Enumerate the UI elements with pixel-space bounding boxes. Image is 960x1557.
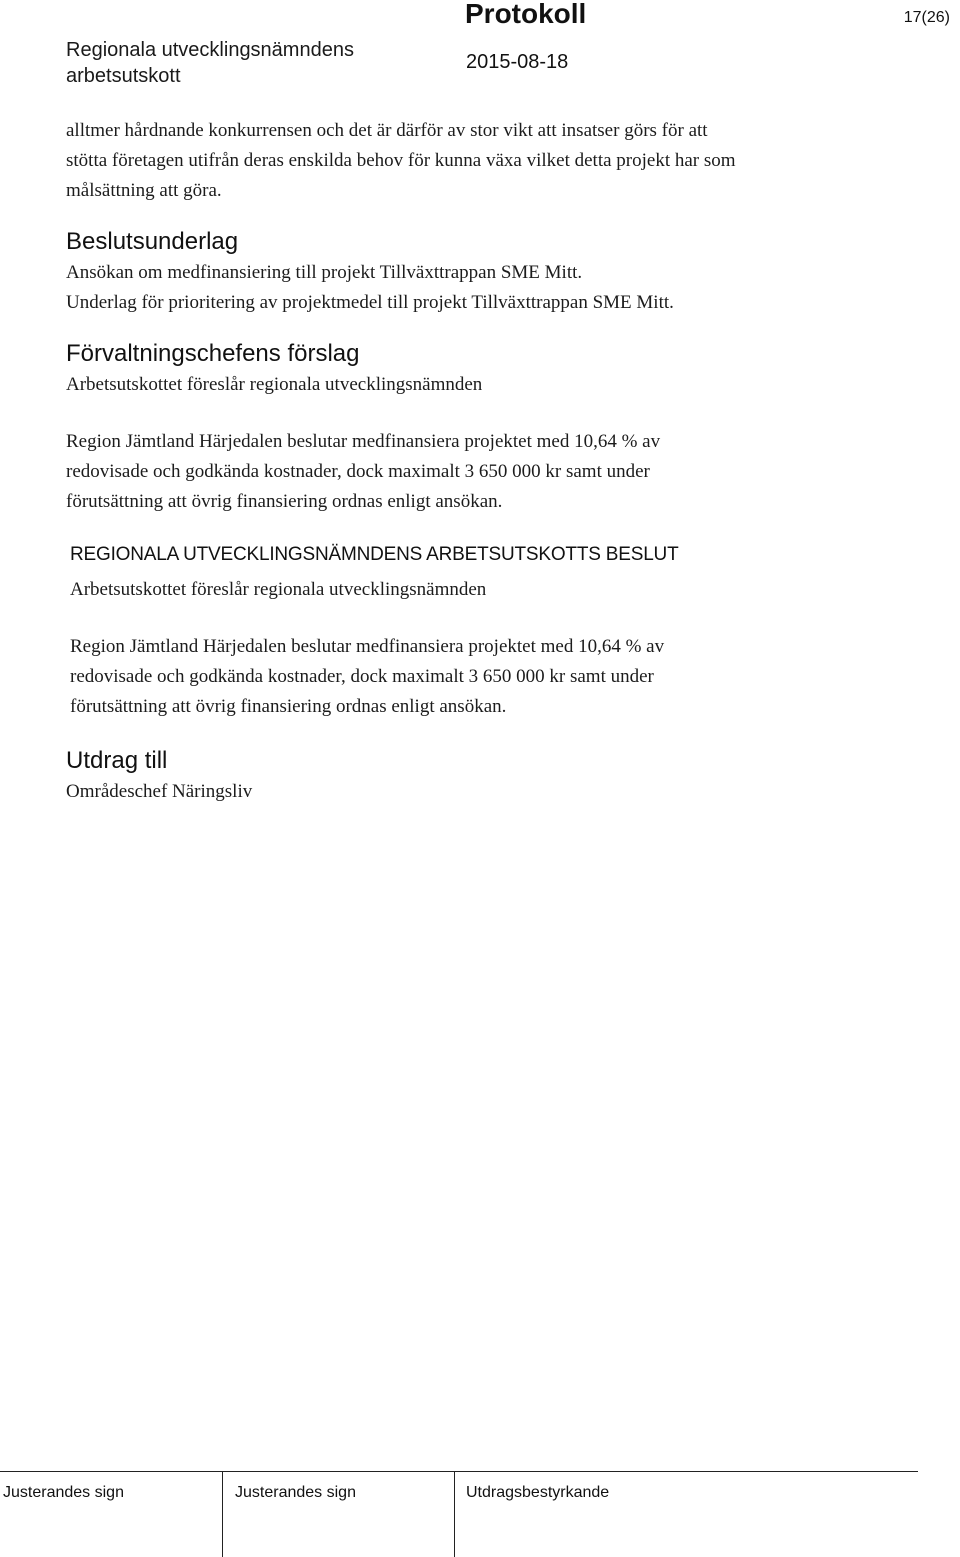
list-item: Underlag för prioritering av projektmedel till projekt Tillväxttrappan SME Mitt. <box>66 292 674 313</box>
text-line: förutsättning att övrig finansiering ordnas enligt ansökan. <box>70 696 507 717</box>
text-line: stötta företagen utifrån deras enskilda behov för kunna växa vilket detta projekt har som <box>66 150 736 171</box>
forslag-paragraph <box>66 427 660 517</box>
text-line: redovisade och godkända kostnader, dock maximalt 3 650 000 kr samt under <box>66 461 650 482</box>
text-line: Region Jämtland Härjedalen beslutar medfinansiera projektet med 10,64 % av <box>66 431 661 452</box>
text-line: målsättning att göra. <box>66 180 222 201</box>
section-heading-forslag: Förvaltningschefens förslag <box>66 340 360 367</box>
text-line: redovisade och godkända kostnader, dock maximalt 3 650 000 kr samt under <box>70 666 654 687</box>
forslag-lead: Arbetsutskottet föreslår regionala utvecklingsnämnden <box>66 374 483 395</box>
section-heading-beslut: REGIONALA UTVECKLINGSNÄMNDENS ARBETSUTSKOTTS BESLUT <box>70 544 679 565</box>
document-date: 2015-08-18 <box>466 51 569 73</box>
organization-line-2: arbetsutskott <box>66 65 181 87</box>
organization-line-1: Regionala utvecklingsnämndens <box>66 39 354 61</box>
footer-column-divider <box>222 1471 223 1557</box>
text-line: alltmer hårdnande konkurrensen och det är därför av stor vikt att insatser görs för att <box>66 120 708 141</box>
footer-column-divider <box>454 1471 455 1557</box>
text-line: förutsättning att övrig finansiering ordnas enligt ansökan. <box>66 491 503 512</box>
footer-sign-1: Justerandes sign <box>3 1484 124 1501</box>
beslutsunderlag-list <box>66 258 674 318</box>
beslut-lead: Arbetsutskottet föreslår regionala utvecklingsnämnden <box>70 579 487 600</box>
text-line: Region Jämtland Härjedalen beslutar medfinansiera projektet med 10,64 % av <box>70 636 665 657</box>
footer-divider-line <box>0 1471 918 1472</box>
list-item: Ansökan om medfinansiering till projekt Tillväxttrappan SME Mitt. <box>66 262 583 283</box>
intro-paragraph <box>66 116 736 206</box>
utdrag-recipient: Områdeschef Näringsliv <box>66 781 253 802</box>
organization-name <box>66 37 354 89</box>
section-heading-beslutsunderlag: Beslutsunderlag <box>66 228 239 255</box>
page-number: 17(26) <box>903 9 950 26</box>
document-title: Protokoll <box>465 0 587 29</box>
beslut-paragraph <box>70 632 664 722</box>
section-heading-utdrag: Utdrag till <box>66 747 168 774</box>
footer-certifier: Utdragsbestyrkande <box>466 1484 610 1501</box>
footer-sign-2: Justerandes sign <box>235 1484 356 1501</box>
